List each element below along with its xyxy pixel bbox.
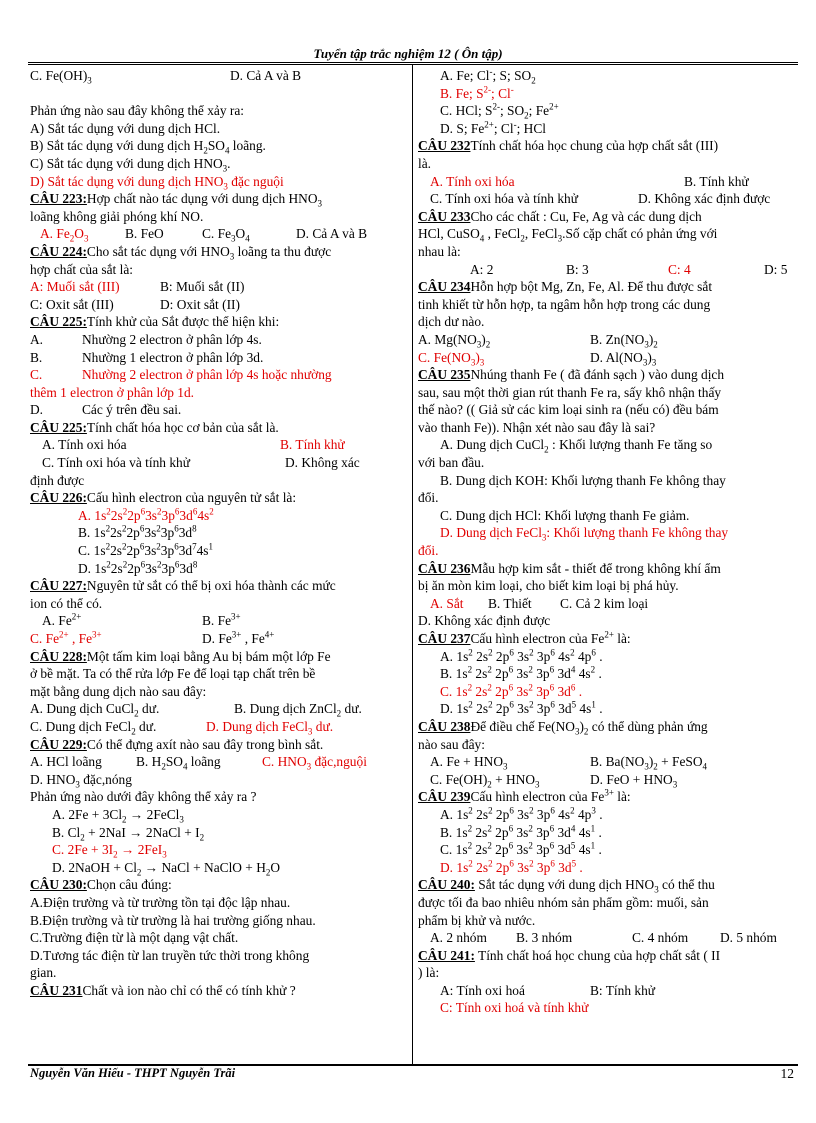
question-223: CÂU 223:Hợp chất nào tác dụng với dung dịch $HNO_3$ [30, 191, 323, 209]
question-229: CÂU 229:Có thể đựng axít nào sau đây trong bình sắt. [30, 736, 324, 752]
answer-c: C) Sắt tác dụng với dung dịch $HNO_3$. [30, 155, 231, 174]
question-238: CÂU 238Để điều chế $Fe(NO_3)_2$ có thể dùng phản ứng [418, 718, 708, 737]
answers-223: A. $Fe_2O_3$ B. FeO C. $Fe_3O_4$ D. Cả A và B [40, 226, 368, 245]
question-230: CÂU 230:Chọn câu đúng: [30, 877, 172, 893]
question-237: CÂU 237Cấu hình electron của $Fe^{2+}$ là: [418, 629, 631, 646]
question-228: CÂU 228:Một tấm kim loại bằng Au bị bám một lớp Fe [30, 648, 331, 664]
header-rule-top [28, 62, 798, 63]
question-236: CÂU 236Mẫu hợp kim sắt - thiết để trong không khí ẩm [418, 560, 721, 576]
page-number: 12 [780, 1066, 794, 1081]
question-232: CÂU 232Tính chất hóa học chung của hợp chất sắt (III) [418, 138, 719, 154]
answer-b: B) Sắt tác dụng với dung dịch $H_2SO_4$ loãng. [30, 138, 266, 157]
column-divider [412, 64, 413, 1064]
question-225a: CÂU 225:Tính khử của Sắt được thể hiện khi: [30, 314, 280, 330]
question-stem: Phản ứng nào dưới đây không thể xảy ra ? [30, 789, 257, 805]
question-227: CÂU 227:Nguyên tử sắt có thể bị oxi hóa thành các mức [30, 578, 336, 594]
left-column: C. $Fe(OH)_3$ D. Cả A và B Phản ứng nào sau đây không thể xảy ra: A) Sắt tác dụng với dung dịch HCl. B) Sắt tác dụng với dung dịch $H_2SO_4$ loãng. C) Sắt tác dụng với dung dịch $HNO_3$. D) Sắt tác dụng với dung dịch $HNO_3$ đặc nguội CÂU 223:Hợp chất nào tác dụng với dung dịch $HNO_3$ loãng không giải phóng khí NO. A. $Fe_2O_3$ B. FeO C. $Fe_3O_4$ D. Cả A và B CÂU 224:Cho sắt tác dụng với $HNO_3$ loãng ta thu được hợp chất của sắt là: A: Muối sắt (III) B: Muối sắt (II) C: Oxit sắt (III) D: Oxit sắt (II) CÂU 225:Tính khử của Sắt được thể hiện khi: A. Nhường 2 electron ở phân lớp 4s. B. Nhường 1 electron ở phân lớp 3d. C. Nhường 2 electron ở phân lớp 4s hoặc nhường thêm 1 electron ở phân lớp 1d. D. Các ý trên đều sai. CÂU 225:Tính chất hóa học cơ bản của sắt là. A. Tính oxi hóa B. Tính khử C. Tính oxi hóa và tính khử D. Không xác định được CÂU 226:Cấu hình electron của nguyên tử sắt là: A. $1s^22s^22p^63s^23p^63d^64s^2$ B. $1s^22s^22p^63s^23p^63d^8$ C. $1s^22s^22p^63s^23p^63d^74s^1$ D. $1s^22s^22p^63s^23p^63d^8$ CÂU 227:Nguyên tử sắt có thể bị oxi hóa thành các mức ion có thể có. A. $Fe^{2+}$ B. $Fe^{3+}$ C. $Fe^{2+}$ , $Fe^{3+}$ D. $Fe^{3+}$ , $Fe^{4+}$ CÂU 228:Một tấm kim loại bằng Au bị bám một lớp Fe ở bề mặt. Ta có thể rửa lớp Fe để loại tạp chất trên bề mặt bằng dung dịch nào sau đây: A. Dung dịch CuCl$_2$ dư. B. Dung dịch ZnCl$_2$ dư. C. Dung dịch FeCl$_2$ dư. D. Dung dịch FeCl$_3$ dư. CÂU 229:Có thể đựng axít nào sau đây trong bình sắt. A. HCl loãng B. $H_2SO_4$ loãng C. $HNO_3$ đặc,nguội D. $HNO_3$ đặc,nóng Phản ứng nào dưới đây không thể xảy ra ? A. $2Fe + 3Cl_2$ → 2FeCl$_3$ B. $Cl_2 + 2NaI$ → 2NaCl + $I_2$ C. $2Fe + 3I_2 \to 2FeI_3$ D. 2NaOH + $Cl_2$ → NaCl + NaClO + $H_2O$ CÂU 230:Chọn câu đúng: A.Điện trường và từ trường tồn tại độc lập nhau. B.Điện trường và từ trường là hai trường giống nhau. C.Trường điện từ là một dạng vật chất. D.Tương tác điện từ lan truyền tức thời trong không gian. CÂU 231Chất và ion nào chỉ có thể có tính khử ? [30, 67, 406, 999]
question-stem: Phản ứng nào sau đây không thể xảy ra: [30, 103, 245, 119]
answer-d-correct: D) Sắt tác dụng với dung dịch $HNO_3$ đặc nguội [30, 173, 284, 192]
answer-a: A) Sắt tác dụng với dung dịch HCl. [30, 120, 221, 136]
question-224: CÂU 224:Cho sắt tác dụng với $HNO_3$ loãng ta thu được [30, 243, 332, 262]
question-226: CÂU 226:Cấu hình electron của nguyên tử sắt là: [30, 490, 297, 506]
question-239: CÂU 239Cấu hình electron của $Fe^{3+}$ là: [418, 787, 631, 805]
header-rule-bottom [28, 64, 798, 65]
question-234: CÂU 234Hỗn hợp bột Mg, Zn, Fe, Al. Để thu được sắt [418, 279, 713, 295]
question-241: CÂU 241: Tính chất hoá học chung của hợp chất sắt ( II [418, 947, 721, 963]
question-231: CÂU 231Chất và ion nào chỉ có thể có tính khử ? [30, 982, 296, 998]
question-225b: CÂU 225:Tính chất hóa học cơ bản của sắt là. [30, 419, 279, 435]
question-233: CÂU 233Cho các chất : Cu, Fe, Ag và các dung dịch [418, 208, 702, 224]
right-column: A. Fe; Cl-; S; $SO_2$ B. Fe; $S^{2-}$; Cl- C. HCl; $S^{2-}$; $SO_2$; $Fe^{2+}$ D. S; $Fe^{2+}$; Cl-; HCl CÂU 232Tính chất hóa học chung của hợp chất sắt (III) là. A. Tính oxi hóa B. Tính khử C. Tính oxi hóa và tính khử D. Không xác định được CÂU 233Cho các chất : Cu, Fe, Ag và các dung dịch HCl, CuSO$_4$ , FeCl$_2$, FeCl$_3$.Số cặp chất có phản ứng với nhau là: A: 2 B: 3 C: 4 D: 5 CÂU 234Hỗn hợp bột Mg, Zn, Fe, Al. Để thu được sắt tinh khiết từ hỗn hợp, ta ngâm hỗn hợp trong các dung dịch dư nào. A. $Mg(NO_3)_2$ B. $Zn(NO_3)_2$ C. $Fe(NO_3)_3$ D. $Al(NO_3)_3$ CÂU 235Nhúng thanh Fe ( đã đánh sạch ) vào dung dịch sau, sau một thời gian rút thanh Fe ra, sấy khô nhận thấy thế nào? (( Giả sử các kim loại sinh ra (nếu có) đều bám vào thanh Fe)). Nhận xét nào sau đây là sai? A. Dung dịch CuCl$_2$ : Khối lượng thanh Fe tăng so với ban đầu. B. Dung dịch KOH: Khối lượng thanh Fe không thay đổi. C. Dung dịch HCl: Khối lượng thanh Fe giảm. D. Dung dịch FeCl$_3$: Khối lượng thanh Fe không thay đổi. CÂU 236Mẫu hợp kim sắt - thiết để trong không khí ẩm bị ăn mòn kim loại, cho biết kim loại bị phá hủy. A. Sắt B. Thiết C. Cả 2 kim loại D. Không xác định được CÂU 237Cấu hình electron của $Fe^{2+}$ là: A. $1s^2$ $2s^2$ $2p^6$ $3s^2$ $3p^6$ $4s^2$ $4p^6$ . B. $1s^2$ $2s^2$ $2p^6$ $3s^2$ $3p^6$ $3d^4$ $4s^2$ . C. $1s^2$ $2s^2$ $2p^6$ $3s^2$ $3p^6$ $3d^6$ . D. $1s^2$ $2s^2$ $2p^6$ $3s^2$ $3p^6$ $3d^5$ $4s^1$ . CÂU 238Để điều chế $Fe(NO_3)_2$ có thể dùng phản ứng nào sau đây: A. $Fe + HNO_3$ B. $Ba(NO_3)_2$ + FeSO$_4$ C. $Fe(OH)_2 + HNO_3$ D. FeO + $HNO_3$ CÂU 239Cấu hình electron của $Fe^{3+}$ là: A. $1s^2$ $2s^2$ $2p^6$ $3s^2$ $3p^6$ $4s^2$ $4p^3$ . B. $1s^2$ $2s^2$ $2p^6$ $3s^2$ $3p^6$ $3d^4$ $4s^1$ . C. $1s^2$ $2s^2$ $2p^6$ $3s^2$ $3p^6$ $3d^5$ $4s^1$ . D. $1s^2$ $2s^2$ $2p^6$ $3s^2$ $3p^6$ $3d^5$ . CÂU 240: Sắt tác dụng với dung dịch $HNO_3$ có thể thu được tối đa bao nhiêu nhóm sản phẩm gồm: muối, sản phẩm bị khử và nước. A. 2 nhóm B. 3 nhóm C. 4 nhóm D. 5 nhóm CÂU 241: Tính chất hoá học chung của hợp chất sắt ( II ) là: A: Tính oxi hoá B: Tính khử C: Tính oxi hoá và tính khử [418, 67, 800, 1017]
footer-author: Nguyễn Văn Hiếu - THPT Nguyễn Trãi [30, 1066, 236, 1080]
answer-line: C. $Fe(OH)_3$ D. Cả A và B [30, 68, 302, 86]
header-title: Tuyển tập trắc nghiệm 12 ( Ôn tập) [313, 46, 503, 61]
question-240: CÂU 240: Sắt tác dụng với dung dịch $HNO_3$ có thể thu [418, 877, 715, 895]
question-235: CÂU 235Nhúng thanh Fe ( đã đánh sạch ) vào dung dịch [418, 367, 725, 383]
